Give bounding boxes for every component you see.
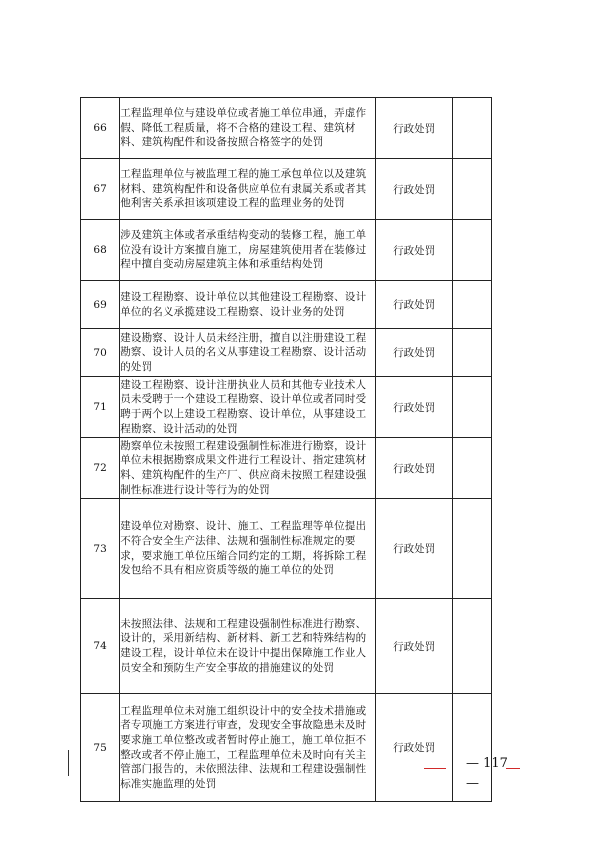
row-category: 行政处罚: [376, 377, 452, 438]
row-matter: 建设勘察、设计人员未经注册，擅自以注册建设工程勘察、设计人员的名义从事建设工程勘察、设计活动的处罚: [120, 329, 376, 377]
row-category: 行政处罚: [376, 599, 452, 694]
row-matter: 勘察单位未按照工程建设强制性标准进行勘察，设计单位未根据勘察成果文件进行工程设计、指定建筑材料、建筑构配件的生产厂、供应商未按照工程建设强制性标准进行设计等行为的处罚: [120, 438, 376, 499]
row-number: 68: [81, 220, 120, 281]
table-row: [81, 599, 492, 694]
row-number: 67: [81, 159, 120, 220]
row-matter: 未按照法律、法规和工程建设强制性标准进行勘察、设计的，采用新结构、新材料、新工艺和特殊结构的建设工程，设计单位未在设计中提出保障施工作业人员安全和预防生产安全事故的措施建议的处罚: [120, 599, 376, 694]
row-empty-cell: [452, 159, 491, 220]
binding-margin-rule: [68, 750, 69, 776]
row-matter: 工程监理单位与建设单位或者施工单位串通，弄虚作假、降低工程质量，将不合格的建设工程、建筑材料、建筑构配件和设备按照合格签字的处罚: [120, 98, 376, 159]
enforcement-items-table: [80, 97, 492, 802]
row-category: 行政处罚: [376, 499, 452, 599]
row-number: 69: [81, 281, 120, 329]
table-row: [81, 159, 492, 220]
row-number: 75: [81, 694, 120, 802]
row-empty-cell: [452, 281, 491, 329]
row-empty-cell: [452, 220, 491, 281]
row-category: 行政处罚: [376, 159, 452, 220]
row-matter: 建设工程勘察、设计单位以其他建设工程勘察、设计单位的名义承揽建设工程勘察、设计业务的处罚: [120, 281, 376, 329]
row-matter: 工程监理单位与被监理工程的施工承包单位以及建筑材料、建筑构配件和设备供应单位有隶属关系或者其他利害关系承担该项建设工程的监理业务的处罚: [120, 159, 376, 220]
row-category: 行政处罚: [376, 438, 452, 499]
footer-red-rule-left: [424, 768, 446, 769]
row-number: 72: [81, 438, 120, 499]
row-empty-cell: [452, 499, 491, 599]
table-row: [81, 220, 492, 281]
page-number: — 117 —: [466, 756, 508, 791]
row-matter: 建设工程勘察、设计注册执业人员和其他专业技术人员未受聘于一个建设工程勘察、设计单位或者同时受聘于两个以上建设工程勘察、设计单位，从事建设工程勘察、设计活动的处罚: [120, 377, 376, 438]
row-number: 70: [81, 329, 120, 377]
row-number: 74: [81, 599, 120, 694]
row-number: 66: [81, 98, 120, 159]
row-category: 行政处罚: [376, 281, 452, 329]
table-row: [81, 438, 492, 499]
table-row: [81, 377, 492, 438]
page-footer: [424, 754, 524, 791]
row-matter: 建设单位对勘察、设计、施工、工程监理等单位提出不符合安全生产法律、法规和强制性标准规定的要求，要求施工单位压缩合同约定的工期，将拆除工程发包给不具有相应资质等级的施工单位的处罚: [120, 499, 376, 599]
row-category: 行政处罚: [376, 98, 452, 159]
row-empty-cell: [452, 438, 491, 499]
table-row: [81, 98, 492, 159]
row-matter: 涉及建筑主体或者承重结构变动的装修工程，施工单位没有设计方案擅自施工，房屋建筑使用者在装修过程中擅自变动房屋建筑主体和承重结构处罚: [120, 220, 376, 281]
table-row: [81, 499, 492, 599]
table-row: [81, 329, 492, 377]
row-number: 71: [81, 377, 120, 438]
row-empty-cell: [452, 377, 491, 438]
row-empty-cell: [452, 329, 491, 377]
row-empty-cell: [452, 599, 491, 694]
footer-red-rule-right: [506, 768, 520, 769]
table-row: [81, 694, 492, 802]
row-category: 行政处罚: [376, 694, 452, 802]
row-category: 行政处罚: [376, 329, 452, 377]
row-category: 行政处罚: [376, 220, 452, 281]
row-matter: 工程监理单位未对施工组织设计中的安全技术措施或者专项施工方案进行审查，发现安全事故隐患未及时要求施工单位整改或者暂时停止施工，施工单位拒不整改或者不停止施工，工程监理单位未及时向有关主管部门报告的，未依照法律、法规和工程建设强制性标准实施监理的处罚: [120, 694, 376, 802]
row-empty-cell: [452, 98, 491, 159]
table-row: [81, 281, 492, 329]
row-number: 73: [81, 499, 120, 599]
